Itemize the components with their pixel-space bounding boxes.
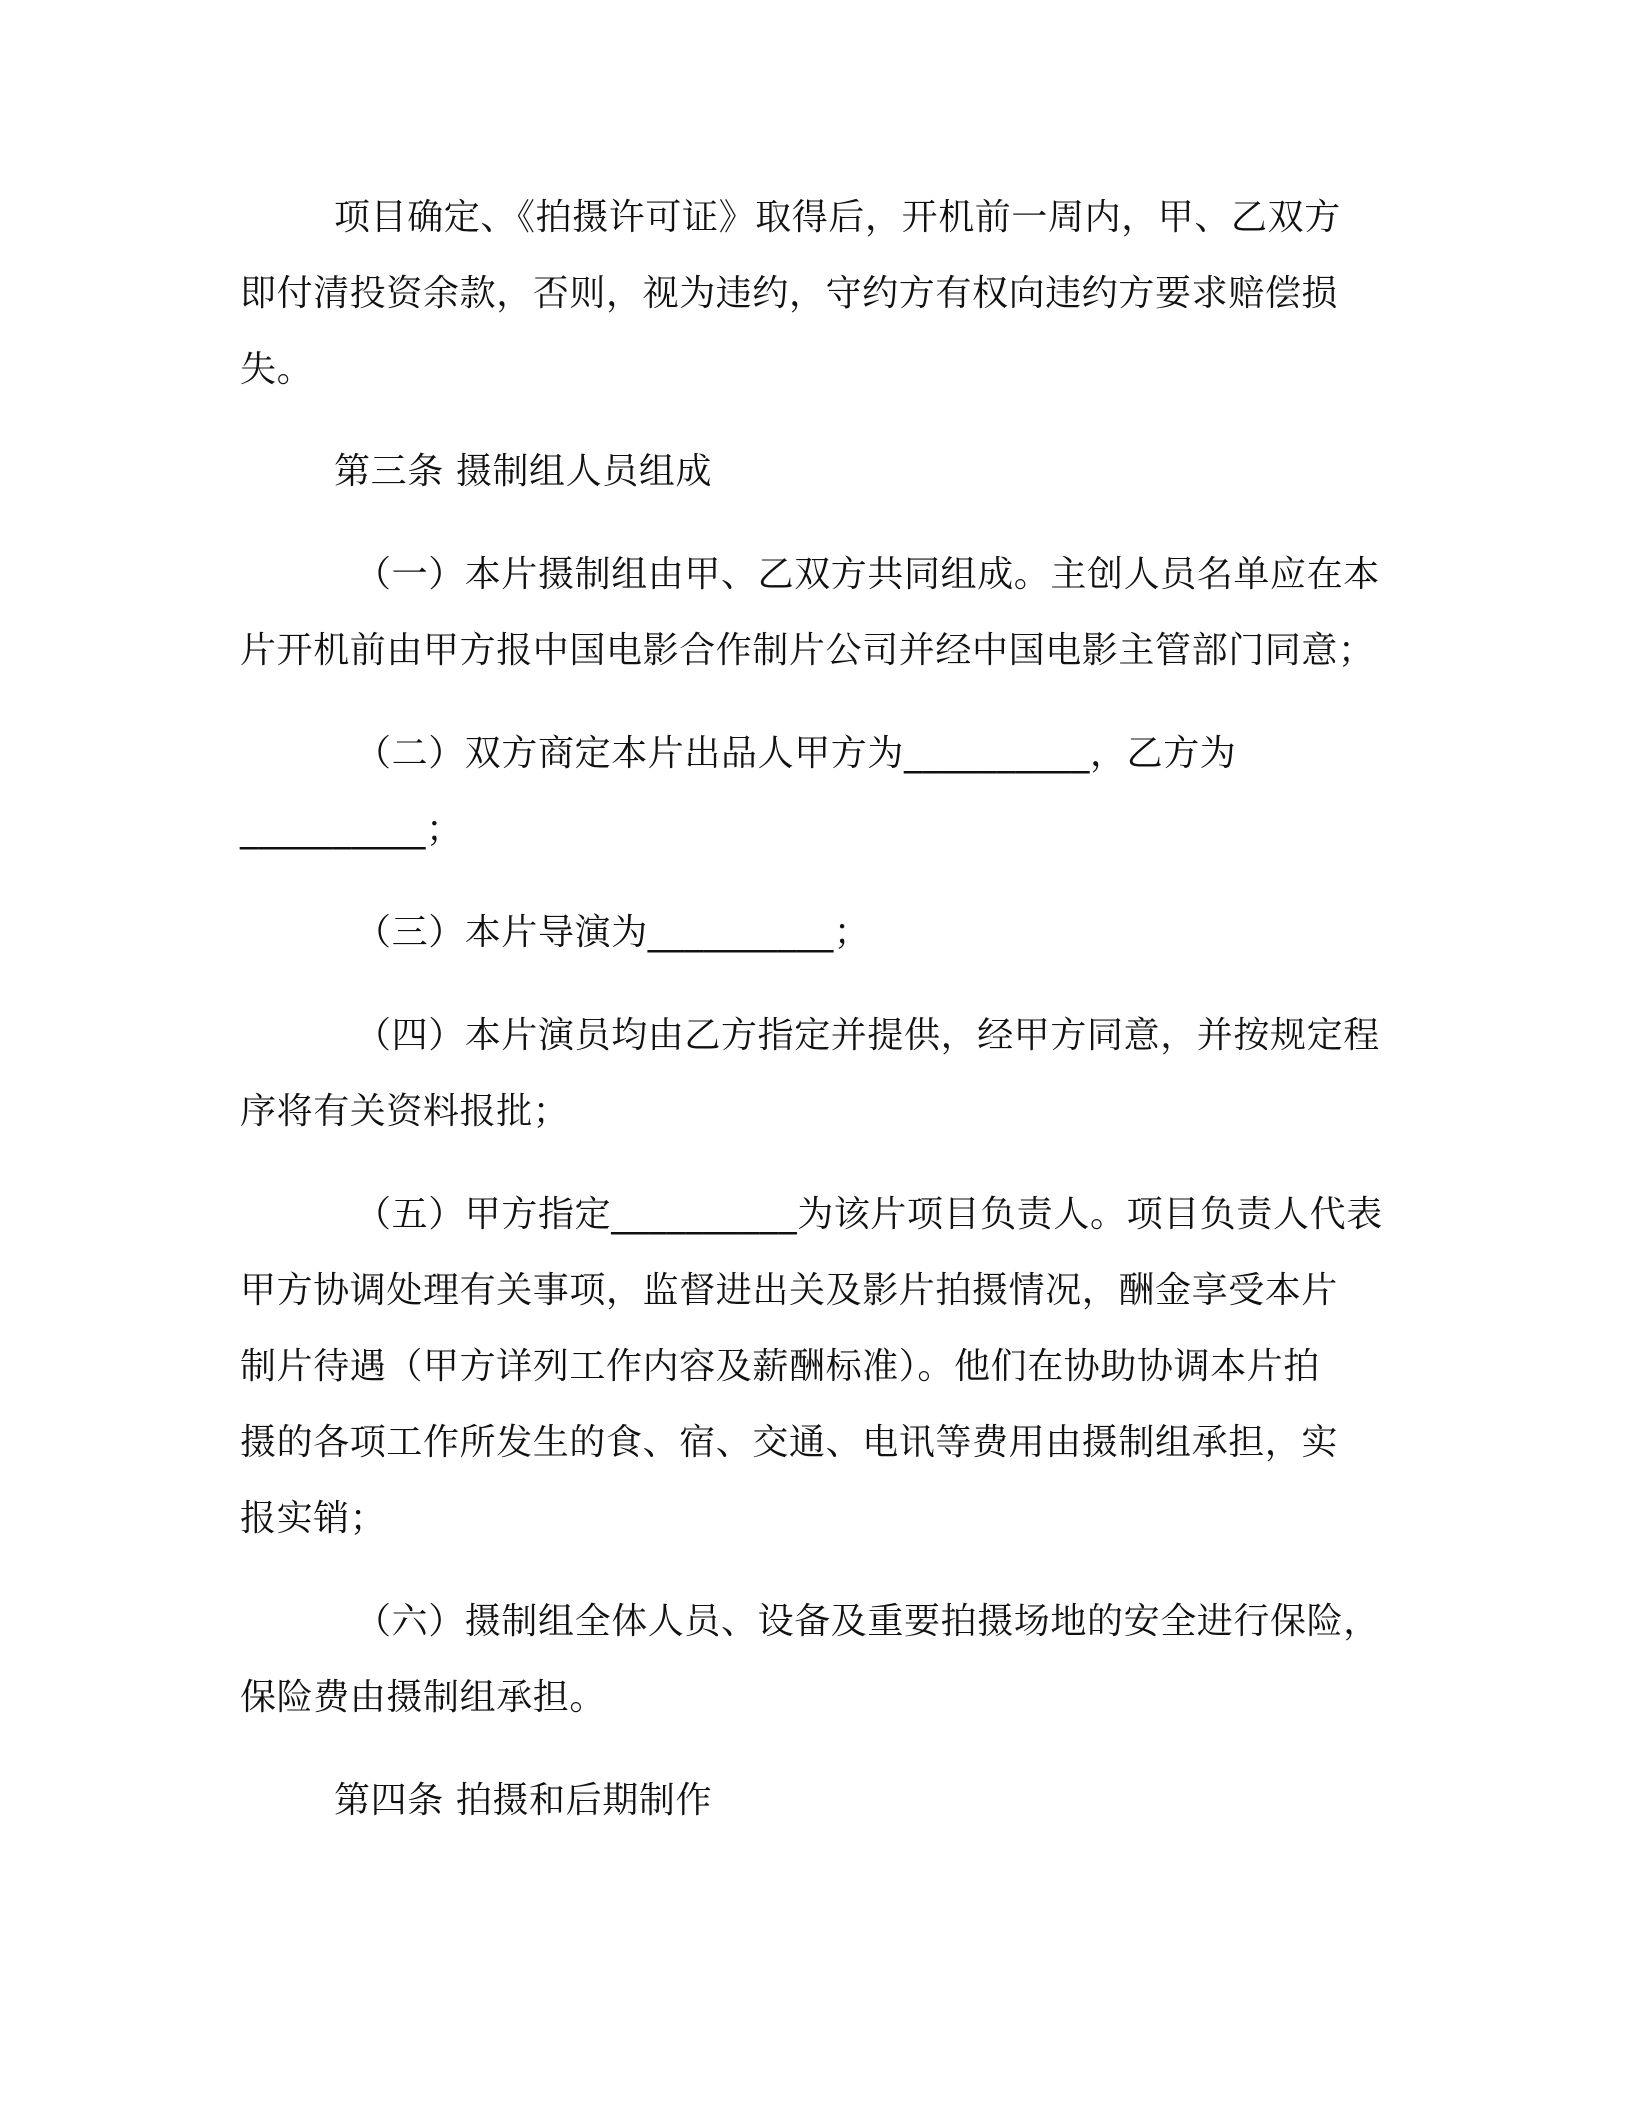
paragraph-line: （六）摄制组全体人员、设备及重要拍摄场地的安全进行保险， bbox=[355, 1601, 1380, 1642]
paragraph-line: 保险费由摄制组承担。 bbox=[240, 1677, 607, 1718]
paragraph-line: 序将有关资料报批； bbox=[240, 1091, 570, 1132]
paragraph-line: 失。 bbox=[240, 349, 314, 390]
paragraph-line: 片开机前由甲方报中国电影合作制片公司并经中国电影主管部门同意； bbox=[240, 630, 1375, 671]
paragraph-line: 摄的各项工作所发生的食、宿、交通、电讯等费用由摄制组承担，实 bbox=[240, 1422, 1339, 1463]
article-heading-4: 第四条 拍摄和后期制作 bbox=[334, 1780, 713, 1821]
paragraph-line: （二）双方商定本片出品人甲方为__________，乙方为 bbox=[355, 733, 1237, 774]
paragraph-line: 即付清投资余款，否则，视为违约，守约方有权向违约方要求赔偿损 bbox=[240, 273, 1339, 314]
paragraph-line: 甲方协调处理有关事项，监督进出关及影片拍摄情况，酬金享受本片 bbox=[240, 1270, 1339, 1311]
paragraph-line: 报实销； bbox=[240, 1498, 387, 1539]
paragraph-line: （五）甲方指定__________为该片项目负责人。项目负责人代表 bbox=[355, 1194, 1383, 1235]
paragraph-line: 项目确定、《拍摄许可证》取得后，开机前一周内，甲、乙双方 bbox=[334, 197, 1341, 238]
paragraph-line: 制片待遇（甲方详列工作内容及薪酬标准）。他们在协助协调本片拍 bbox=[240, 1346, 1321, 1387]
paragraph-line: （一）本片摄制组由甲、乙双方共同组成。主创人员名单应在本 bbox=[355, 554, 1380, 595]
paragraph-line: （四）本片演员均由乙方指定并提供，经甲方同意，并按规定程 bbox=[355, 1015, 1380, 1056]
article-heading-3: 第三条 摄制组人员组成 bbox=[334, 451, 713, 492]
paragraph-line: __________； bbox=[240, 809, 463, 850]
paragraph-line: （三）本片导演为__________； bbox=[355, 912, 871, 953]
